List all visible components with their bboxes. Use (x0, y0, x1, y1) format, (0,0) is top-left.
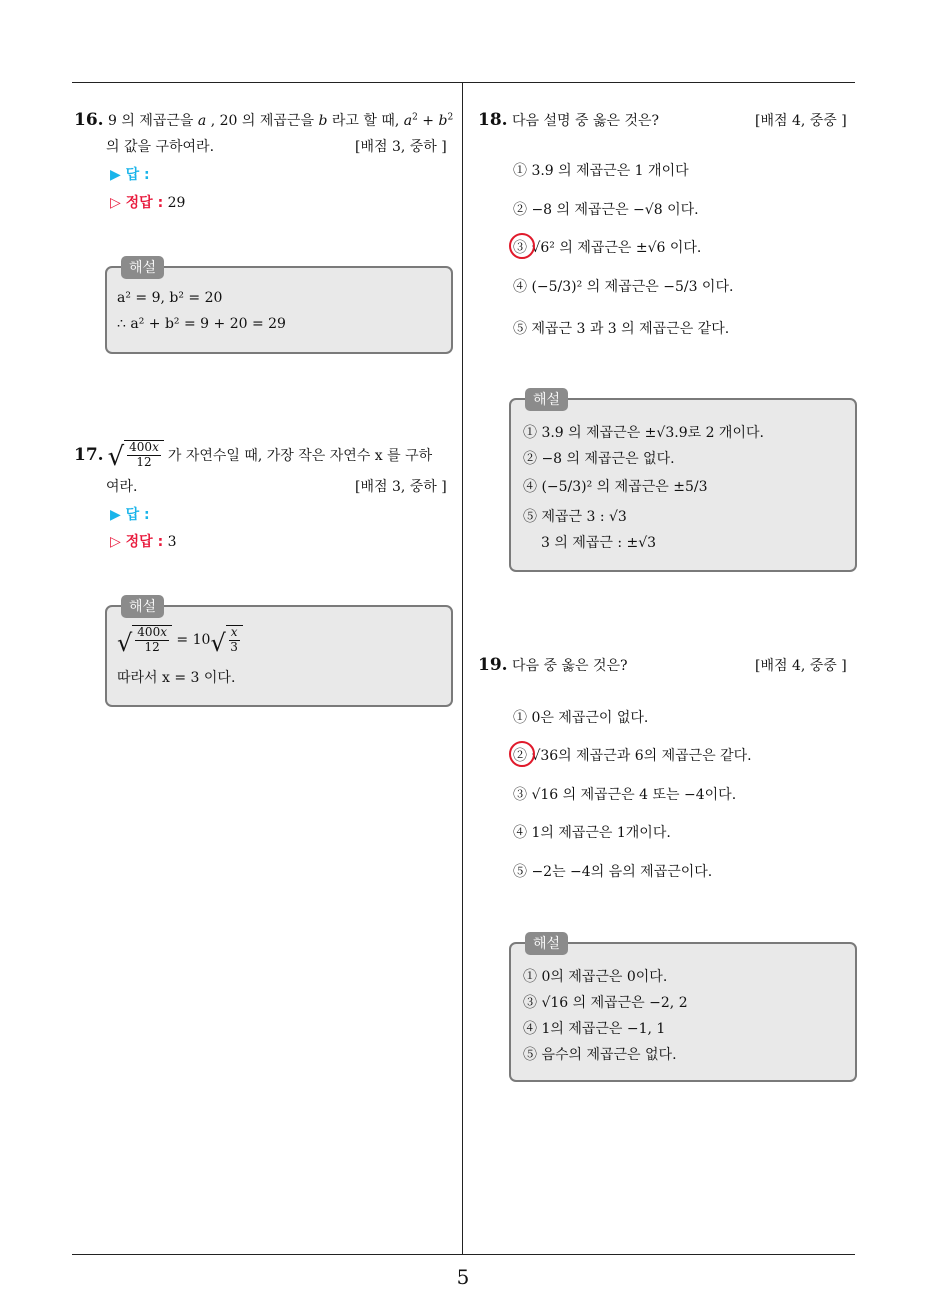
q18-exp-line1: ① 3.9 의 제곱근은 ±√3.9로 2 개이다. (523, 425, 764, 441)
q17-key (110, 531, 177, 551)
q19-exp-line2: ③ √16 의 제곱근은 −2, 2 (523, 995, 688, 1011)
q19-line1 (478, 655, 628, 675)
q19-exp-line3: ④ 1의 제곱근은 −1, 1 (523, 1021, 666, 1037)
q17-sqrt: √ $\frac{400x}{12}$ (108, 440, 164, 470)
q16-exp-line2: ∴ a² + b² = 9 + 20 = 29 (117, 316, 286, 332)
q19-text: 다음 중 옳은 것은? (512, 658, 628, 674)
q17-line1 (74, 440, 432, 470)
q17-key-value: 3 (167, 534, 177, 550)
q17-points: [배점 3, 중하 ] (355, 479, 447, 495)
q19-explanation-box (509, 936, 857, 1082)
q18-option-2[interactable]: ② −8 의 제곱근은 −√8 이다. (513, 202, 699, 218)
q17-exp-line2: 따라서 x = 3 이다. (117, 670, 236, 686)
q16-explanation-tag: 해설 (121, 256, 164, 279)
q18-text: 다음 설명 중 옳은 것은? (512, 113, 660, 129)
q19-option-4[interactable]: ④ 1의 제곱근은 1개이다. (513, 825, 671, 841)
column-divider (462, 83, 463, 1255)
q17-answer-label: ▶ 답 : (110, 507, 150, 523)
q18-explanation-box (509, 392, 857, 572)
q18-option-1[interactable]: ① 3.9 의 제곱근은 1 개이다 (513, 163, 689, 179)
q18-option-4[interactable]: ④ (−5/3)² 의 제곱근은 −5/3 이다. (513, 279, 734, 295)
q19-exp-line4: ⑤ 음수의 제곱근은 없다. (523, 1047, 677, 1063)
q19-points: [배점 4, 중중 ] (755, 658, 847, 674)
q18-correct-mark (509, 233, 535, 259)
q17-number: 17. (74, 444, 104, 465)
q18-exp-line5: 3 의 제곱근 : ±√3 (541, 535, 657, 551)
q19-option-3[interactable]: ③ √16 의 제곱근은 4 또는 −4이다. (513, 787, 737, 803)
q16-points: [배점 3, 중하 ] (355, 139, 447, 155)
top-rule (72, 82, 855, 83)
q16-key (110, 192, 185, 212)
q16-key-label: ▷ 정답 : (110, 195, 164, 211)
q17-exp-line1: √ $\frac{400x}{12}$ = 10 √ $\frac{x}{3}$ (117, 625, 243, 655)
q18-exp-line2: ② −8 의 제곱근은 없다. (523, 451, 675, 467)
q18-line1 (478, 110, 659, 130)
q19-correct-mark (509, 741, 535, 767)
q19-exp-line1: ① 0의 제곱근은 0이다. (523, 969, 668, 985)
q16-exp-line1: a² = 9, b² = 20 (117, 290, 223, 306)
q18-exp-line3: ④ (−5/3)² 의 제곱근은 ±5/3 (523, 479, 708, 495)
q19-option-5[interactable]: ⑤ −2는 −4의 음의 제곱근이다. (513, 864, 713, 880)
q17-line2: 여라. (106, 479, 138, 495)
q18-number: 18. (478, 110, 508, 130)
q17-text1: 가 자연수일 때, 가장 작은 자연수 x 를 구하 (167, 447, 433, 464)
q18-points: [배점 4, 중중 ] (755, 113, 847, 129)
q19-explanation-tag: 해설 (525, 932, 568, 955)
page-number: 5 (456, 1265, 470, 1289)
q18-exp-line4: ⑤ 제곱근 3 : √3 (523, 509, 627, 525)
q17-explanation-tag: 해설 (121, 595, 164, 618)
q16-explanation-box (105, 260, 453, 354)
q16-text-c: 라고 할 때, (331, 113, 400, 129)
q19-option-1[interactable]: ① 0은 제곱근이 없다. (513, 710, 649, 726)
q16-number: 16. (74, 110, 104, 130)
q19-option-2[interactable]: ② √36의 제곱근과 6의 제곱근은 같다. (513, 748, 752, 764)
bottom-rule (72, 1254, 855, 1255)
q19-number: 19. (478, 655, 508, 675)
q18-option-3[interactable]: ③ √6² 의 제곱근은 ±√6 이다. (513, 240, 702, 256)
q18-explanation-tag: 해설 (525, 388, 568, 411)
q16-key-value: 29 (167, 195, 186, 211)
q16-line2: 의 값을 구하여라. (106, 139, 215, 155)
q16-line1: 16. 9 의 제곱근을 a , 20 의 제곱근을 b 라고 할 때, $a^2 + b^2$ (74, 110, 454, 130)
q17-key-label: ▷ 정답 : (110, 534, 164, 550)
q17-explanation-box (105, 599, 453, 707)
q16-text-a: 9 의 제곱근을 (108, 113, 194, 129)
q18-option-5[interactable]: ⑤ 제곱근 3 과 3 의 제곱근은 같다. (513, 321, 730, 337)
q16-text-b: , 20 의 제곱근을 (210, 113, 314, 129)
q16-answer-label: ▶ 답 : (110, 167, 150, 183)
